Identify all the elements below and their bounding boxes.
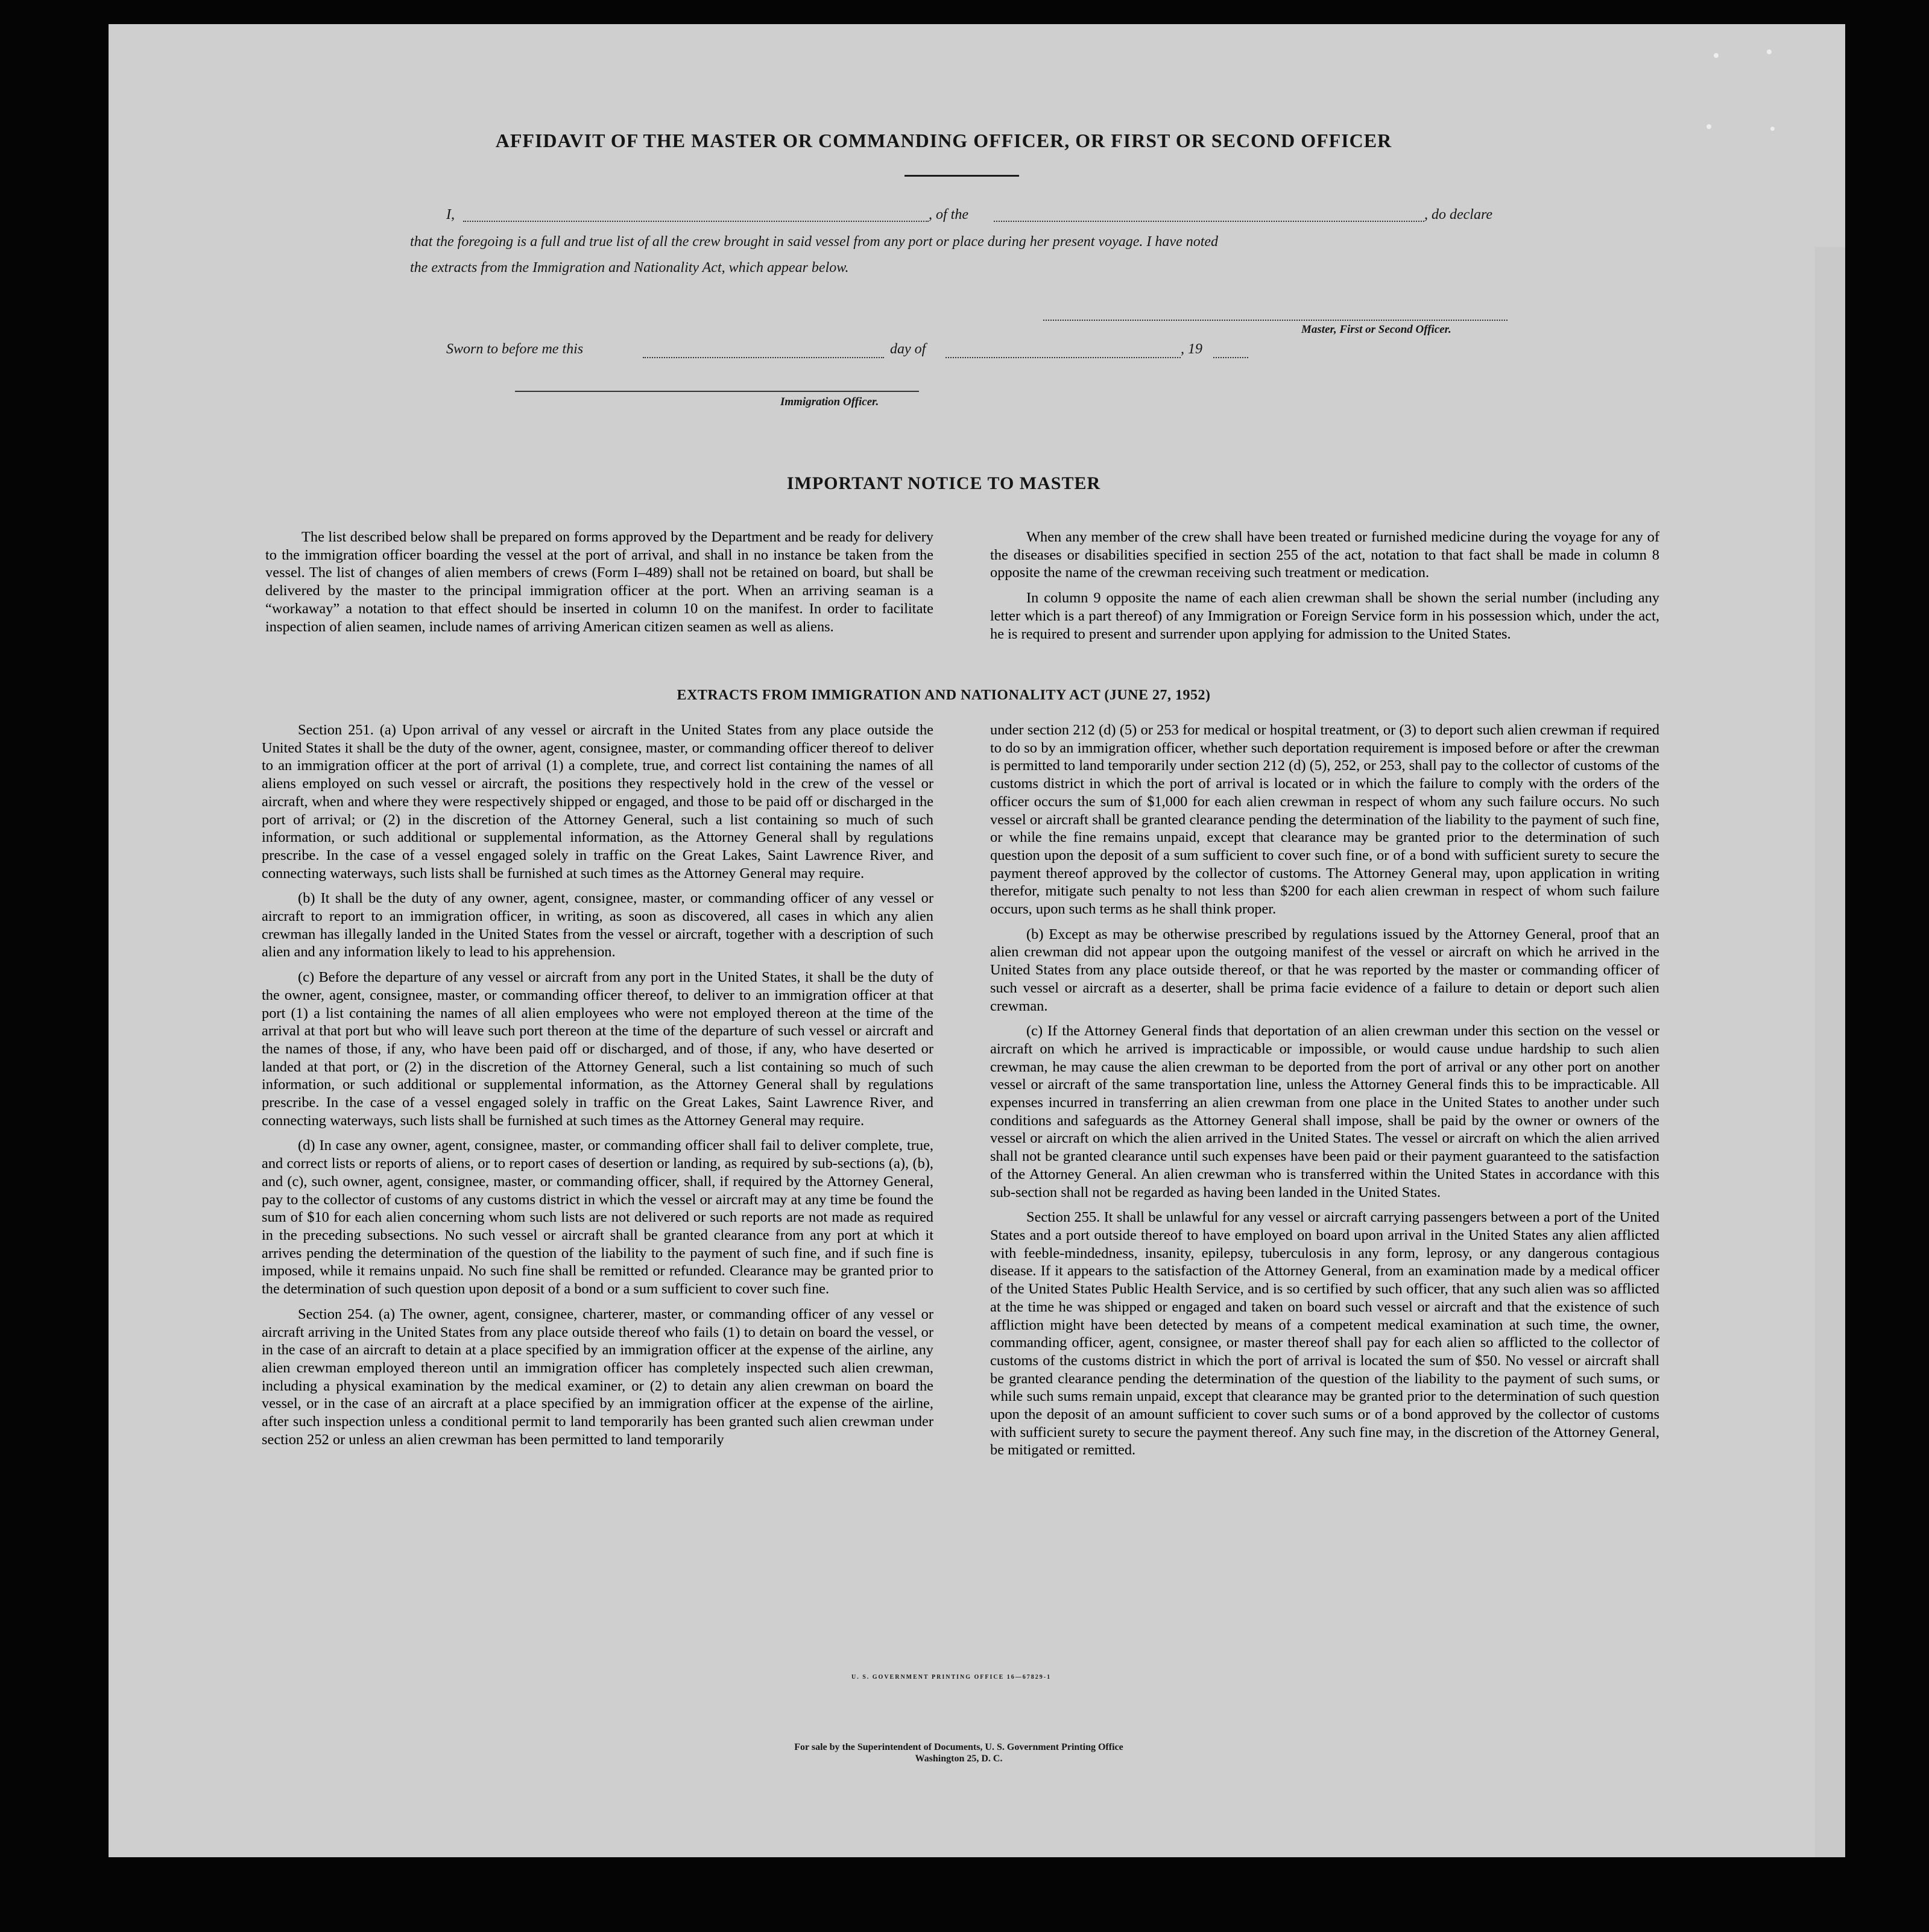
master-signature-label: Master, First or Second Officer.	[1301, 323, 1451, 336]
section-251-d: (d) In case any owner, agent, consignee, master, or commanding officer shall fail to deliver complete, true, and correct lists or reports of aliens, or to report cases of desertion or landing, as required by sub-sections (a), (b), and (c), such owner, agent, consignee, master, or commanding officer, shall, if required by the Attorney General, pay to the collector of customs of any customs district in which the vessel or aircraft may at any time be found the sum of $10 for each alien concerning whom such lists are not delivered or such reports are not made as required in the preceding subsections. No such vessel or aircraft shall be granted clearance from any port at which it arrives pending the determination of the question of the liability to the payment of such fine, and if such fine is imposed, while it remains unpaid. No such fine shall be remitted or refunded. Clearance may be granted prior to the determination of such question upon deposit of a bond or a sum sufficient to cover such fine.	[262, 1137, 933, 1298]
scan-speck	[1706, 124, 1711, 129]
footer-line-1: For sale by the Superintendent of Documents, U. S. Government Printing Office	[794, 1742, 1123, 1752]
i-label: I,	[446, 207, 455, 223]
sworn-year-field[interactable]	[1213, 356, 1248, 358]
of-the-label: , of the	[929, 207, 968, 223]
do-declare-label: , do declare	[1424, 207, 1493, 223]
printer-mark: U. S. GOVERNMENT PRINTING OFFICE 16—67829-1	[851, 1674, 1052, 1681]
section-255: Section 255. It shall be unlawful for any vessel or aircraft carrying passengers between a port of the United States and a port outside thereof to have employed on board upon arrival in the United States any alien afflicted with feeble-mindedness, insanity, epilepsy, tuberculosis in any form, leprosy, or any dangerous contagious disease. If it appears to the satisfaction of the Attorney General, from an examination made by a medical officer of the United States Public Health Service, and is so certified by such officer, that any such alien was so afflicted at the time he was shipped or engaged and taken on board such vessel or aircraft and that the existence of such affliction might have been detected by means of a competent medical examination at such time, the owner, commanding officer, agent, consignee, or master thereof shall pay for each alien so afflicted to the collector of customs of the customs district in which the port of arrival is located the sum of $50. No vessel or aircraft shall be granted clearance pending the determination of the question of the liability to the payment of such sums, or while such sums remain unpaid, except that clearance may be granted prior to the determination of such question upon the deposit of an amount sufficient to cover such sums or of a bond approved by the collector of customs with sufficient surety to secure the payment thereof. Any such fine may, in the discretion of the Attorney General, be mitigated or remitted.	[990, 1209, 1659, 1459]
notice-left-paragraph: The list described below shall be prepared on forms approved by the Department and be ready for delivery to the immigration officer boarding the vessel at the port of arrival, and shall in no instance be taken from the vessel. The list of changes of alien members of crews (Form I–489) shall not be retained on board, but shall be delivered by the master to the principal immigration officer at the port. When an arriving seaman is a “workaway” a notation to that effect should be inserted in column 10 on the manifest. In order to facilitate inspection of alien seamen, include names of arriving American citizen seamen as well as aliens.	[265, 529, 933, 635]
notice-right-column	[990, 528, 1659, 643]
master-signature-field[interactable]	[1043, 318, 1508, 321]
sale-footer	[603, 1741, 1315, 1764]
section-254-b: (b) Except as may be otherwise prescribed by regulations issued by the Attorney General, proof that an alien crewman did not appear upon the outgoing manifest of the vessel or aircraft on which he arrived in the United States from any place outside thereof, or that he was reported by the master or commanding officer of such vessel or aircraft as a deserter, shall be prima facie evidence of a failure to detain or deport such alien crewman.	[990, 926, 1659, 1014]
extracts-left-column	[262, 721, 933, 1448]
extracts-right-column	[990, 721, 1659, 1459]
notice-title: IMPORTANT NOTICE TO MASTER	[786, 473, 1101, 493]
officer-signature-label: Immigration Officer.	[780, 396, 879, 408]
scan-speck	[1770, 127, 1775, 131]
footer-line-2: Washington 25, D. C.	[915, 1754, 1003, 1764]
page-edge	[1815, 247, 1845, 1857]
section-254-a: Section 254. (a) The owner, agent, consignee, charterer, master, or commanding officer of any vessel or aircraft arriving in the United States from any place outside thereof who fails (1) to detain on board the vessel, or in the case of an aircraft to detain at a place specified by an immigration officer at the expense of the airline, any alien crewman employed thereon until an immigration officer has completely inspected such alien crewman, including a physical examination by the medical examiner, or (2) to detain any alien crewman on board the vessel, or in the case of an aircraft at a place specified by an immigration officer at the expense of the airline, after such inspection unless a conditional permit to land temporarily has been granted such alien crewman under section 252 or unless an alien crewman has been permitted to land temporarily	[262, 1305, 933, 1448]
day-of-label: day of	[890, 341, 926, 357]
affidavit-title: AFFIDAVIT OF THE MASTER OR COMMANDING OFFICER, OR FIRST OR SECOND OFFICER	[495, 130, 1392, 151]
declaration-line-1: that the foregoing is a full and true list of all the crew brought in said vessel from any port or place during her present voyage. I have noted	[410, 234, 1219, 250]
extracts-title: EXTRACTS FROM IMMIGRATION AND NATIONALITY ACT (JUNE 27, 1952)	[677, 687, 1211, 703]
officer-signature-field[interactable]	[515, 390, 919, 392]
declaration-line-2: the extracts from the Immigration and Nationality Act, which appear below.	[410, 260, 849, 276]
section-254-c: (c) If the Attorney General finds that deportation of an alien crewman under this section on the vessel or aircraft on which he arrived is impracticable or impossible, or would cause undue hardship to such alien crewman, he may cause the alien crewman to be deported from the port of arrival or any other port on another vessel or aircraft of the same transportation line, unless the Attorney General finds this to be impracticable. All expenses incurred in transferring an alien crewman from one place in the United States to another under such conditions and safeguards as the Attorney General shall impose, shall be paid by the owner or owners of the vessel or aircraft on which the alien arrived in the United States. The vessel or aircraft on which the alien arrived shall not be granted clearance until such expenses have been paid or their payment guaranteed to the satisfaction of the Attorney General. An alien crewman who is transferred within the United States in accordance with this sub-section shall not be regarded as having been landed in the United States.	[990, 1023, 1659, 1201]
section-251-a: Section 251. (a) Upon arrival of any vessel or aircraft in the United States from any place outside the United States it shall be the duty of the owner, agent, consignee, master, or commanding officer thereof to deliver to an immigration officer at the port of arrival (1) a complete, true, and correct list containing the names of all aliens employed on such vessel or aircraft, the positions they respectively hold in the crew of the vessel or aircraft, when and where they were respectively shipped or engaged, and those to be paid off or discharged in the port of arrival; or (2) in the discretion of the Attorney General, such a list containing so much of such information, or such additional or supplemental information, as the Attorney General shall by regulations prescribe. In the case of a vessel engaged solely in traffic on the Great Lakes, Saint Lawrence River, and connecting waterways, such lists shall be furnished at such times as the Attorney General may require.	[262, 722, 933, 882]
notice-right-paragraph-1: When any member of the crew shall have been treated or furnished medicine during the voyage for any of the diseases or disabilities specified in section 255 of the act, notation to that fact shall be made in column 8 opposite the name of the crewman receiving such treatment or medication.	[990, 529, 1659, 581]
scan-speck	[1767, 49, 1772, 54]
sworn-label: Sworn to before me this	[446, 341, 584, 357]
vessel-field[interactable]	[994, 219, 1424, 222]
section-251-c: (c) Before the departure of any vessel or aircraft from any port in the United States, it shall be the duty of the owner, agent, consignee, master, or commanding officer thereof, to deliver to an immigration officer at that port (1) a list containing the names of all alien employees who were not employed thereon at the time of the arrival at that port but who will leave such port thereon at the time of the departure of such vessel or aircraft and the names of those, if any, who have been paid off or discharged, and of those, if any, who have deserted or landed at that port, or (2) in the discretion of the Attorney General, such a list containing so much of such information, or such additional or supplemental information, as the Attorney General shall by regulations prescribe. In the case of a vessel engaged solely in traffic on the Great Lakes, Saint Lawrence River, and connecting waterways, such lists shall be furnished at such times as the Attorney General may require.	[262, 969, 933, 1129]
scan-speck	[1714, 53, 1719, 58]
section-251-b: (b) It shall be the duty of any owner, agent, consignee, master, or commanding officer of any vessel or aircraft to report to an immigration officer, in writing, as soon as discovered, all cases in which any alien crewman has illegally landed in the United States from the vessel or aircraft, together with a description of such alien and any information likely to lead to his apprehension.	[262, 890, 933, 961]
sworn-day-field[interactable]	[643, 356, 884, 358]
name-field[interactable]	[463, 219, 929, 222]
notice-right-paragraph-2: In column 9 opposite the name of each alien crewman shall be shown the serial number (including any letter which is a part thereof) of any Immigration or Foreign Service form in his possession which, under the act, he is required to present and surrender upon applying for admission to the United States.	[990, 590, 1659, 642]
year-prefix: , 19	[1181, 341, 1202, 357]
section-254-a-continued: under section 212 (d) (5) or 253 for medical or hospital treatment, or (3) to deport such alien crewman if required to do so by an immigration officer, whether such deportation requirement is imposed before or after the crewman is permitted to land temporarily under section 212 (d) (5), 252, or 253, shall pay to the collector of customs of the customs district in which the port of arrival is located or in which the failure to comply with the orders of the officer occurs the sum of $1,000 for each alien crewman in respect of whom any such failure occurs. No such vessel or aircraft shall be granted clearance pending the determination of the liability to the payment of such fine, or while the fine remains unpaid, except that clearance may be granted prior to the determination of such question upon the deposit of a sum sufficient to cover such fine, or of a bond with sufficient surety to secure the payment thereof approved by the collector of customs. The Attorney General may, upon application in writing therefor, mitigate such penalty to not less than $200 for each alien crewman in respect of whom such failure occurs, upon such terms as he shall think proper.	[990, 722, 1659, 918]
sworn-month-field[interactable]	[946, 356, 1181, 358]
title-rule	[905, 175, 1019, 177]
notice-left-column	[265, 528, 933, 636]
